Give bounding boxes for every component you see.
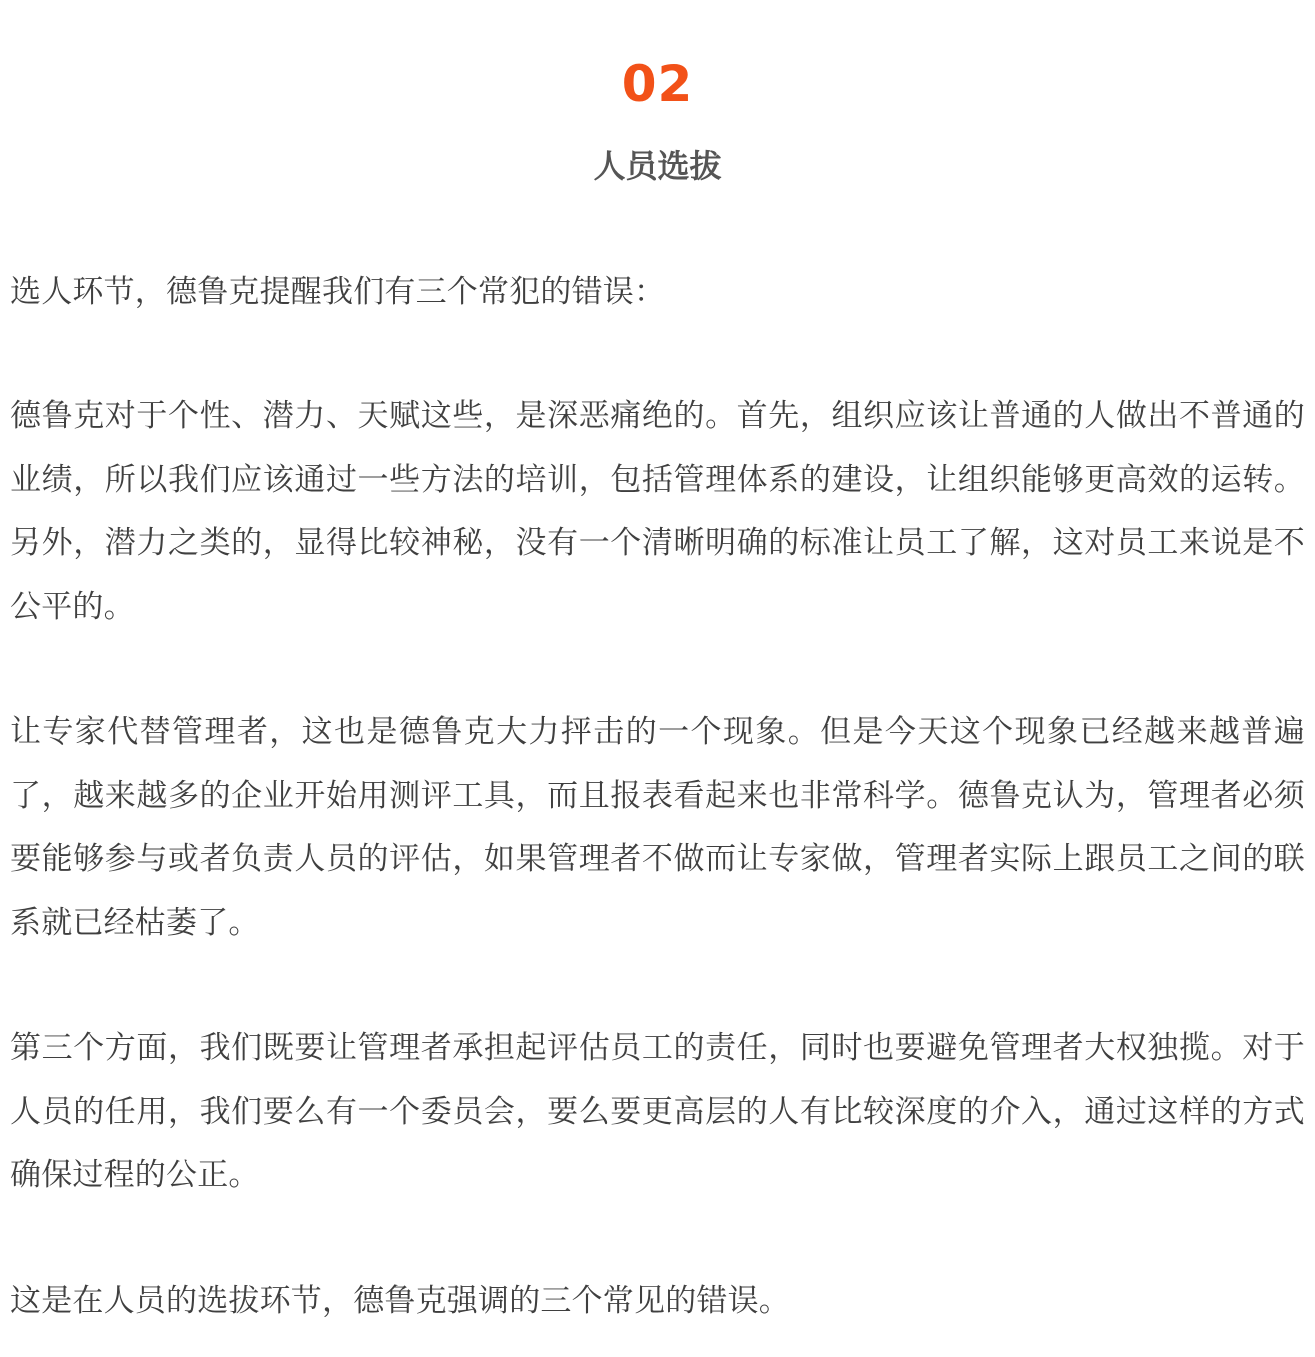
paragraph-intro: 选人环节，德鲁克提醒我们有三个常犯的错误： [10,274,666,310]
section-number: 02 [621,55,694,113]
paragraph-personality-potential: 德鲁克对于个性、潜力、天赋这些，是深恶痛绝的。首先，组织应该让普通的人做出不普通的业绩，所以我们应该通过一些方法的培训，包括管理体系的建设，让组织能够更高效的运转。另外，潜力之类的，显得比较神秘，没有一个清晰明确的标准让员工了解，这对员工来说是不公平的。 [10,398,1305,625]
section-title: 人员选拔 [593,147,722,185]
paragraph-conclusion: 这是在人员的选拔环节，德鲁克强调的三个常见的错误。 [10,1283,790,1319]
paragraph-avoid-concentrated-power: 第三个方面，我们既要让管理者承担起评估员工的责任，同时也要避免管理者大权独揽。对于人员的任用，我们要么有一个委员会，要么要更高层的人有比较深度的介入，通过这样的方式确保过程的公正。 [10,1030,1305,1193]
paragraph-experts-replacing-managers: 让专家代替管理者，这也是德鲁克大力抨击的一个现象。但是今天这个现象已经越来越普遍了，越来越多的企业开始用测评工具，而且报表看起来也非常科学。德鲁克认为，管理者必须要能够参与或者负责人员的评估，如果管理者不做而让专家做，管理者实际上跟员工之间的联系就已经枯萎了。 [10,714,1305,941]
